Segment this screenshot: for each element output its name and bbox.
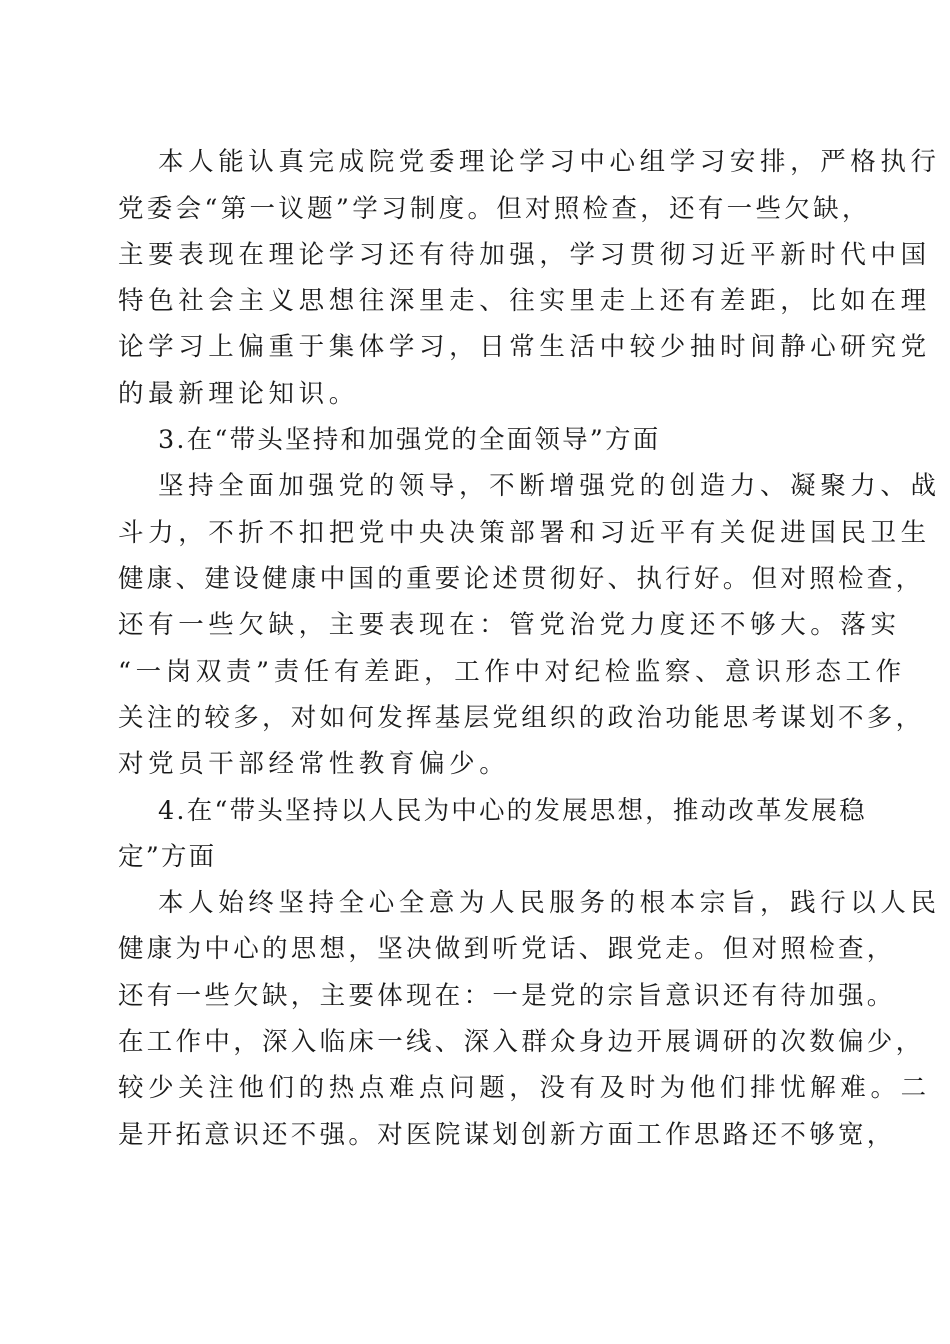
paragraph-line: 党委会“第一议题”学习制度。但对照检查，还有一些欠缺， — [118, 194, 871, 224]
paragraph-line: 在工作中，深入临床一线、深入群众身边开展调研的次数偏少， — [118, 1027, 925, 1057]
paragraph-line: 还有一些欠缺，主要体现在：一是党的宗旨意识还有待加强。 — [118, 981, 896, 1011]
paragraph-line: 本人能认真完成院党委理论学习中心组学习安排，严格执行 — [158, 147, 941, 177]
paragraph-line: 本人始终坚持全心全意为人民服务的根本宗旨，践行以人民 — [158, 888, 941, 918]
paragraph-line: 是开拓意识还不强。对医院谋划创新方面工作思路还不够宽， — [118, 1120, 896, 1150]
section-heading-4-continued: 定”方面 — [118, 842, 217, 872]
paragraph-line: 关注的较多，对如何发挥基层党组织的政治功能思考谋划不多， — [118, 703, 925, 733]
paragraph-line: “一岗双责”责任有差距，工作中对纪检监察、意识形态工作 — [118, 657, 906, 687]
paragraph-line: 较少关注他们的热点难点问题，没有及时为他们排忧解难。二 — [118, 1073, 931, 1103]
paragraph-line: 健康为中心的思想，坚决做到听党话、跟党走。但对照检查， — [118, 934, 896, 964]
paragraph-line: 还有一些欠缺，主要表现在：管党治党力度还不够大。落实 — [118, 610, 901, 640]
paragraph-line: 坚持全面加强党的领导，不断增强党的创造力、凝聚力、战 — [158, 471, 941, 501]
section-heading-3: 3.在“带头坚持和加强党的全面领导”方面 — [158, 425, 661, 455]
paragraph-line: 主要表现在理论学习还有待加强，学习贯彻习近平新时代中国 — [118, 240, 931, 270]
paragraph-line: 斗力，不折不扣把党中央决策部署和习近平有关促进国民卫生 — [118, 518, 931, 548]
paragraph-line: 论学习上偏重于集体学习，日常生活中较少抽时间静心研究党 — [118, 332, 931, 362]
paragraph-line: 特色社会主义思想往深里走、往实里走上还有差距，比如在理 — [118, 286, 931, 316]
paragraph-line: 的最新理论知识。 — [118, 379, 359, 409]
section-heading-4: 4.在“带头坚持以人民为中心的发展思想，推动改革发展稳 — [158, 796, 867, 826]
paragraph-line: 对党员干部经常性教育偏少。 — [118, 749, 510, 779]
paragraph-line: 健康、建设健康中国的重要论述贯彻好、执行好。但对照检查， — [118, 564, 925, 594]
